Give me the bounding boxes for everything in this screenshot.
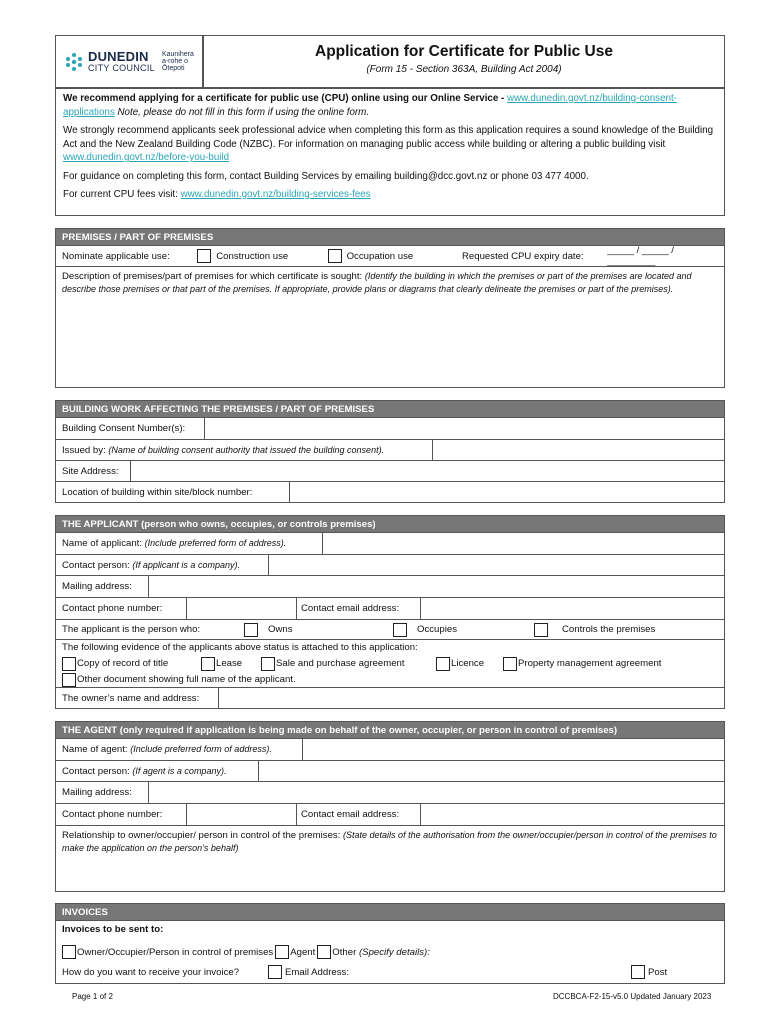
building-work-heading: BUILDING WORK AFFECTING THE PREMISES / PART OF PREMISES <box>55 400 725 418</box>
applicant-status-row <box>55 620 725 640</box>
page-title: Application for Certificate for Public Use <box>315 43 613 60</box>
invoice-post-label: Post <box>648 966 668 978</box>
logo-city-text: CITY COUNCIL <box>88 63 155 73</box>
applicant-mailing-label: Mailing address: <box>62 581 132 592</box>
relationship-box[interactable] <box>55 826 725 892</box>
agent-name-row <box>55 739 725 761</box>
agent-mailing-input[interactable] <box>148 782 724 803</box>
applicant-heading-text: THE APPLICANT <box>62 519 139 530</box>
invoice-other-checkbox[interactable] <box>317 945 331 959</box>
expiry-label: Requested CPU expiry date: <box>462 250 584 262</box>
online-service-link[interactable]: www.dunedin.govt.nz/building-consent-applications <box>63 93 677 118</box>
agent-contact-hint: (If agent is a company). <box>132 765 227 776</box>
agent-heading <box>55 721 725 739</box>
other-doc-row <box>62 672 724 687</box>
logo-maori-1: Kaunihera <box>161 51 194 58</box>
invoice-agent-checkbox[interactable] <box>275 945 289 959</box>
agent-contact-row <box>55 761 725 782</box>
intro-p2 <box>63 124 717 165</box>
invoice-agent-label: Agent <box>290 946 316 958</box>
owner-name-row <box>55 688 725 709</box>
intro-p4-text: For current CPU fees visit: <box>63 189 181 200</box>
agent-phone-row <box>55 804 725 826</box>
agent-phone-input[interactable] <box>186 804 296 825</box>
applicant-contact-label: Contact person: <box>62 559 133 571</box>
agent-mailing-label: Mailing address: <box>62 787 132 798</box>
evidence-options-row <box>62 655 724 672</box>
description-box[interactable] <box>55 267 725 388</box>
controls-label: Controls the premises <box>562 624 656 635</box>
form-code: DCCBCA-F2-15-v5.0 Updated January 2023 <box>553 992 712 1001</box>
occupies-label: Occupies <box>417 624 457 635</box>
invoice-other-hint: (Specify details): <box>358 946 430 958</box>
lease-label: Lease <box>216 657 243 669</box>
location-label: Location of building within site/block number: <box>62 486 253 498</box>
consent-number-label: Building Consent Number(s): <box>62 423 186 434</box>
property-mgmt-label: Property management agreement <box>518 657 662 669</box>
property-mgmt-checkbox[interactable] <box>503 657 517 671</box>
applicant-phone-input[interactable] <box>186 598 296 619</box>
controls-checkbox[interactable] <box>534 623 548 637</box>
evidence-label: The following evidence of the applicants above status is attached to this application: <box>62 642 418 653</box>
evidence-box <box>55 640 725 688</box>
applicant-name-row <box>55 533 725 555</box>
intro-p1 <box>63 92 717 119</box>
owner-name-input[interactable] <box>218 688 724 708</box>
other-doc-label: Other document showing full name of the applicant. <box>77 673 296 685</box>
location-input[interactable] <box>289 482 724 502</box>
intro-box <box>55 88 725 216</box>
expiry-date-field[interactable]: _____ / _____ / _________ <box>607 245 674 267</box>
issued-by-input[interactable] <box>432 440 724 460</box>
applicant-contact-hint: (If applicant is a company). <box>132 559 240 570</box>
applicant-phone-row <box>55 598 725 620</box>
owns-checkbox[interactable] <box>244 623 258 637</box>
sale-label: Sale and purchase agreement <box>276 657 405 669</box>
agent-contact-label: Contact person: <box>62 765 133 777</box>
agent-name-label: Name of agent: <box>62 744 131 755</box>
page-subtitle: (Form 15 - Section 363A, Building Act 2004) <box>366 64 562 75</box>
invoice-delivery-label: How do you want to receive your invoice? <box>62 966 240 978</box>
invoices-box <box>55 921 725 984</box>
applicant-status-label: The applicant is the person who: <box>62 624 201 635</box>
relationship-hint: (State details of the authorisation from the owner/occupier/person in control of the premises to make the application on the person’s behalf) <box>62 830 717 853</box>
consent-number-row <box>55 418 725 440</box>
lease-checkbox[interactable] <box>201 657 215 671</box>
description-hint: (Identify the building in which the premises or part of the premises are located and describe those premises or that part of the premises. If appropriate, provide plans or diagrams that clearly delineate the premises or part of the premises). <box>62 271 692 294</box>
invoice-email-checkbox[interactable] <box>268 965 282 979</box>
nominate-label: Nominate applicable use: <box>62 250 170 262</box>
form-title-box <box>203 35 725 88</box>
before-you-build-link[interactable]: www.dunedin.govt.nz/before-you-build <box>63 152 230 163</box>
invoice-owner-checkbox[interactable] <box>62 945 76 959</box>
applicant-heading-note: (person who owns, occupies, or controls premises) <box>138 519 376 530</box>
logo <box>55 35 203 88</box>
invoice-delivery-row <box>62 962 724 982</box>
issued-by-label: Issued by: <box>62 444 109 456</box>
dunedin-logo-icon <box>64 52 84 72</box>
sale-checkbox[interactable] <box>261 657 275 671</box>
invoice-post-checkbox[interactable] <box>631 965 645 979</box>
invoice-recipient-row <box>62 942 724 962</box>
agent-email-label: Contact email address: <box>296 804 420 825</box>
owns-label: Owns <box>268 624 293 635</box>
intro-p2-text: We strongly recommend applicants seek professional advice when completing this form as this application requires a sound knowledge of the Building Act and the New Zealand Building Code (NZBC). For information on managing public access while building or altering a public building visit <box>63 125 714 150</box>
intro-p4 <box>63 188 717 202</box>
owner-name-label: The owner’s name and address: <box>62 692 200 704</box>
applicant-phone-label: Contact phone number: <box>62 603 163 614</box>
agent-name-input[interactable] <box>302 739 724 760</box>
construction-use-checkbox[interactable] <box>197 249 211 263</box>
licence-label: Licence <box>451 657 485 669</box>
logo-dunedin-text: DUNEDIN <box>88 49 149 64</box>
relationship-label: Relationship to owner/occupier/ person in control of the premises: <box>62 830 344 841</box>
agent-heading-note: (only required if application is being made on behalf of the owner, occupier, or person in control of premises) <box>117 725 618 736</box>
fees-link[interactable]: www.dunedin.govt.nz/building-services-fees <box>180 189 371 200</box>
applicant-name-input[interactable] <box>322 533 724 554</box>
issued-by-row <box>55 440 725 461</box>
premises-heading: PREMISES / PART OF PREMISES <box>55 228 725 246</box>
intro-p1-note: Note, please do not fill in this form if using the online form. <box>114 106 370 118</box>
nominate-use-row <box>55 246 725 267</box>
site-address-input[interactable] <box>130 461 724 481</box>
location-row <box>55 482 725 503</box>
licence-checkbox[interactable] <box>436 657 450 671</box>
applicant-contact-input[interactable] <box>268 555 724 575</box>
page-number: Page 1 of 2 <box>72 992 113 1001</box>
occupies-checkbox[interactable] <box>393 623 407 637</box>
agent-heading-text: THE AGENT <box>62 725 118 736</box>
applicant-name-label: Name of applicant: <box>62 538 145 549</box>
copy-title-checkbox[interactable] <box>62 657 76 671</box>
invoices-sent-to-label: Invoices to be sent to: <box>62 924 164 935</box>
copy-title-label: Copy of record of title <box>77 657 169 669</box>
invoices-heading: INVOICES <box>55 903 725 921</box>
site-address-label: Site Address: <box>62 465 119 477</box>
invoice-owner-label: Owner/Occupier/Person in control of premises <box>77 946 274 958</box>
agent-mailing-row <box>55 782 725 804</box>
occupation-use-checkbox[interactable] <box>328 249 342 263</box>
applicant-mailing-row <box>55 576 725 598</box>
applicant-mailing-input[interactable] <box>148 576 724 597</box>
applicant-email-label: Contact email address: <box>296 598 420 619</box>
agent-email-input[interactable] <box>420 804 724 825</box>
construction-use-label: Construction use <box>216 250 289 262</box>
applicant-email-input[interactable] <box>420 598 724 619</box>
agent-phone-label: Contact phone number: <box>62 809 163 820</box>
site-address-row <box>55 461 725 482</box>
agent-name-hint: (Include preferred form of address). <box>130 744 272 754</box>
issued-by-hint: (Name of building consent authority that issued the building consent). <box>108 444 385 455</box>
consent-number-input[interactable] <box>204 418 724 439</box>
applicant-contact-row <box>55 555 725 576</box>
intro-p3: For guidance on completing this form, contact Building Services by emailing building@dcc.govt.nz or phone 03 477 4000. <box>63 170 589 182</box>
invoice-other-label: Other <box>332 946 359 958</box>
logo-maori-3: Ōtepoti <box>161 65 185 72</box>
agent-contact-input[interactable] <box>258 761 724 781</box>
invoice-email-label: Email Address: <box>285 966 349 978</box>
logo-maori-2: a-rohe o <box>161 58 189 65</box>
applicant-heading <box>55 515 725 533</box>
applicant-name-hint: (Include preferred form of address). <box>144 538 287 548</box>
description-label: Description of premises/part of premises for which certificate is sought: <box>62 271 365 282</box>
occupation-use-label: Occupation use <box>346 250 414 262</box>
intro-p1-bold: We recommend applying for a certificate for public use (CPU) online using our Online Service - <box>63 93 508 104</box>
other-doc-checkbox[interactable] <box>62 673 76 687</box>
